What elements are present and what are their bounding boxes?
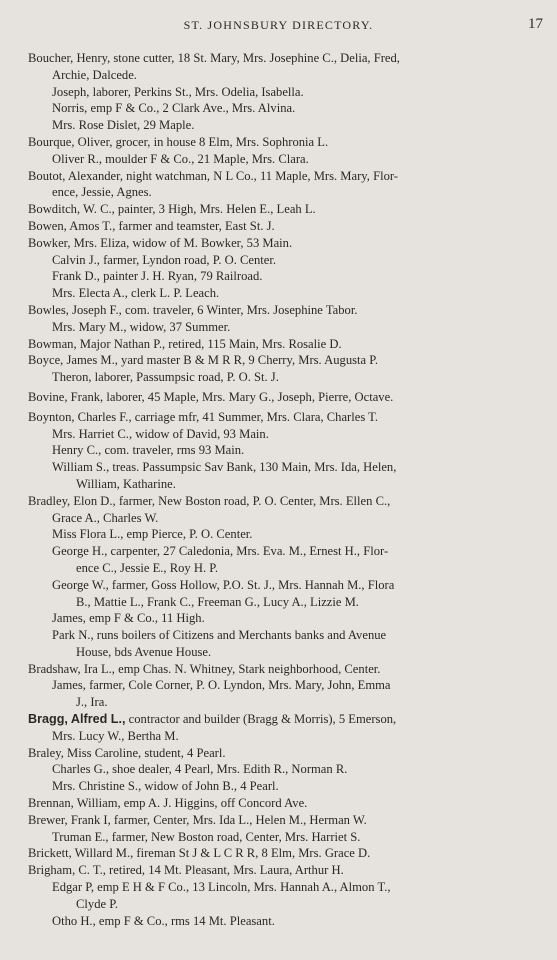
directory-entry <box>0 795 557 812</box>
entry-line: William S., treas. Passumpsic Sav Bank, 130 Main, Mrs. Ida, Helen, <box>52 460 397 475</box>
running-title: ST. JOHNSBURY DIRECTORY. <box>183 18 374 32</box>
directory-entry <box>0 493 557 527</box>
directory-entry <box>0 84 557 101</box>
page-header <box>0 18 557 38</box>
entry-continuation: Grace A., Charles W. <box>52 510 159 525</box>
directory-entry <box>0 336 557 353</box>
entry-line: Frank D., painter J. H. Ryan, 79 Railroad. <box>52 269 263 284</box>
directory-entry <box>0 168 557 202</box>
directory-entry <box>0 218 557 235</box>
directory-entries <box>0 50 557 929</box>
entry-line: Mrs. Mary M., widow, 37 Summer. <box>52 319 231 334</box>
directory-entry <box>0 526 557 543</box>
entry-line: Calvin J., farmer, Lyndon road, P. O. Center. <box>52 252 277 267</box>
entry-continuation: B., Mattie L., Frank C., Freeman G., Lucy A., Lizzie M. <box>76 594 359 609</box>
entry-line: Park N., runs boilers of Citizens and Merchants banks and Avenue <box>52 628 387 643</box>
entry-line: Mrs. Electa A., clerk L. P. Leach. <box>52 286 220 301</box>
directory-entry <box>0 761 557 778</box>
directory-entry <box>0 862 557 879</box>
entry-continuation: Clyde P. <box>76 896 118 911</box>
directory-entry <box>0 661 557 678</box>
directory-entry <box>0 235 557 252</box>
entry-line: James, emp F & Co., 11 High. <box>52 611 205 626</box>
directory-entry <box>0 845 557 862</box>
entry-line: Braley, Miss Caroline, student, 4 Pearl. <box>28 745 226 760</box>
entry-line: James, farmer, Cole Corner, P. O. Lyndon, Mrs. Mary, John, Emma <box>52 678 391 693</box>
entry-line: Otho H., emp F & Co., rms 14 Mt. Pleasant. <box>52 913 275 928</box>
entry-line: Boyce, James M., yard master B & M R R, 9 Cherry, Mrs. Augusta P. <box>28 353 379 368</box>
entry-line: Miss Flora L., emp Pierce, P. O. Center. <box>52 527 253 542</box>
entry-name-bold: Bragg, Alfred L., <box>28 712 126 727</box>
entry-line: Truman E., farmer, New Boston road, Center, Mrs. Harriet S. <box>52 829 361 844</box>
directory-entry <box>0 829 557 846</box>
entry-line: Brennan, William, emp A. J. Higgins, off Concord Ave. <box>28 796 308 811</box>
directory-entry <box>0 677 557 711</box>
entry-line: Bovine, Frank, laborer, 45 Maple, Mrs. Mary G., Joseph, Pierre, Octave. <box>28 389 394 404</box>
directory-entry <box>0 812 557 829</box>
directory-entry <box>0 319 557 336</box>
entry-line: Oliver R., moulder F & Co., 21 Maple, Mrs. Clara. <box>52 151 309 166</box>
entry-continuation: J., Ira. <box>76 695 108 710</box>
entry-line: Boynton, Charles F., carriage mfr, 41 Summer, Mrs. Clara, Charles T. <box>28 409 379 424</box>
directory-entry <box>0 879 557 913</box>
entry-continuation: Mrs. Lucy W., Bertha M. <box>52 728 179 743</box>
page-number: 17 <box>528 16 543 32</box>
entry-line: George H., carpenter, 27 Caledonia, Mrs. Eva. M., Ernest H., Flor- <box>52 544 389 559</box>
directory-entry <box>0 369 557 386</box>
entry-line: Brigham, C. T., retired, 14 Mt. Pleasant, Mrs. Laura, Arthur H. <box>28 863 344 878</box>
entry-line: Boutot, Alexander, night watchman, N L Co., 11 Maple, Mrs. Mary, Flor- <box>28 168 399 183</box>
entry-line: Joseph, laborer, Perkins St., Mrs. Odelia, Isabella. <box>52 84 304 99</box>
entry-line: Boucher, Henry, stone cutter, 18 St. Mary, Mrs. Josephine C., Delia, Fred, <box>28 51 400 65</box>
directory-entry <box>0 409 557 426</box>
entry-line: Bowen, Amos T., farmer and teamster, East St. J. <box>28 218 275 233</box>
entry-line: Mrs. Rose Dislet, 29 Maple. <box>52 118 195 133</box>
directory-entry <box>0 268 557 285</box>
directory-entry <box>0 627 557 661</box>
entry-line: Bowker, Mrs. Eliza, widow of M. Bowker, 53 Main. <box>28 235 293 250</box>
entry-line: Bowman, Major Nathan P., retired, 115 Main, Mrs. Rosalie D. <box>28 336 342 351</box>
directory-entry <box>0 201 557 218</box>
directory-entry <box>0 389 557 406</box>
entry-line: Brewer, Frank I, farmer, Center, Mrs. Ida L., Helen M., Herman W. <box>28 812 367 827</box>
entry-line: Brickett, Willard M., fireman St J & L C R R, 8 Elm, Mrs. Grace D. <box>28 846 371 861</box>
directory-entry <box>0 610 557 627</box>
directory-entry <box>0 352 557 369</box>
directory-entry <box>0 778 557 795</box>
entry-continuation: William, Katharine. <box>76 476 176 491</box>
directory-entry <box>0 577 557 611</box>
entry-line: Bowles, Joseph F., com. traveler, 6 Winter, Mrs. Josephine Tabor. <box>28 302 358 317</box>
directory-entry <box>0 285 557 302</box>
entry-line: Mrs. Harriet C., widow of David, 93 Main. <box>52 426 269 441</box>
directory-entry <box>0 711 557 745</box>
entry-line: Mrs. Christine S., widow of John B., 4 Pearl. <box>52 779 279 794</box>
entry-line: Theron, laborer, Passumpsic road, P. O. St. J. <box>52 370 279 385</box>
directory-entry <box>0 543 557 577</box>
directory-entry <box>0 252 557 269</box>
entry-line: Bradley, Elon D., farmer, New Boston road, P. O. Center, Mrs. Ellen C., <box>28 493 391 508</box>
entry-line: Henry C., com. traveler, rms 93 Main. <box>52 443 245 458</box>
directory-entry <box>0 745 557 762</box>
entry-continuation: House, bds Avenue House. <box>76 644 212 659</box>
directory-entry <box>0 459 557 493</box>
entry-continuation: ence C., Jessie E., Roy H. P. <box>76 560 219 575</box>
directory-entry <box>0 100 557 117</box>
directory-entry <box>0 151 557 168</box>
entry-line: Charles G., shoe dealer, 4 Pearl, Mrs. Edith R., Norman R. <box>52 762 348 777</box>
directory-entry <box>0 134 557 151</box>
directory-entry <box>0 913 557 930</box>
entry-line: George W., farmer, Goss Hollow, P.O. St. J., Mrs. Hannah M., Flora <box>52 577 395 592</box>
directory-entry <box>0 50 557 84</box>
directory-entry <box>0 426 557 443</box>
entry-line: Bradshaw, Ira L., emp Chas. N. Whitney, Stark neighborhood, Center. <box>28 661 381 676</box>
entry-line: Bourque, Oliver, grocer, in house 8 Elm, Mrs. Sophronia L. <box>28 134 329 149</box>
entry-line: Edgar P, emp E H & F Co., 13 Lincoln, Mrs. Hannah A., Almon T., <box>52 880 391 895</box>
entry-line: Bowditch, W. C., painter, 3 High, Mrs. Helen E., Leah L. <box>28 202 316 217</box>
entry-continuation: Archie, Dalcede. <box>52 67 137 82</box>
entry-line: contractor and builder (Bragg & Morris), 5 Emerson, <box>125 712 397 727</box>
directory-entry <box>0 302 557 319</box>
directory-entry <box>0 117 557 134</box>
entry-continuation: ence, Jessie, Agnes. <box>52 185 152 200</box>
directory-entry <box>0 442 557 459</box>
entry-line: Norris, emp F & Co., 2 Clark Ave., Mrs. Alvina. <box>52 101 296 116</box>
